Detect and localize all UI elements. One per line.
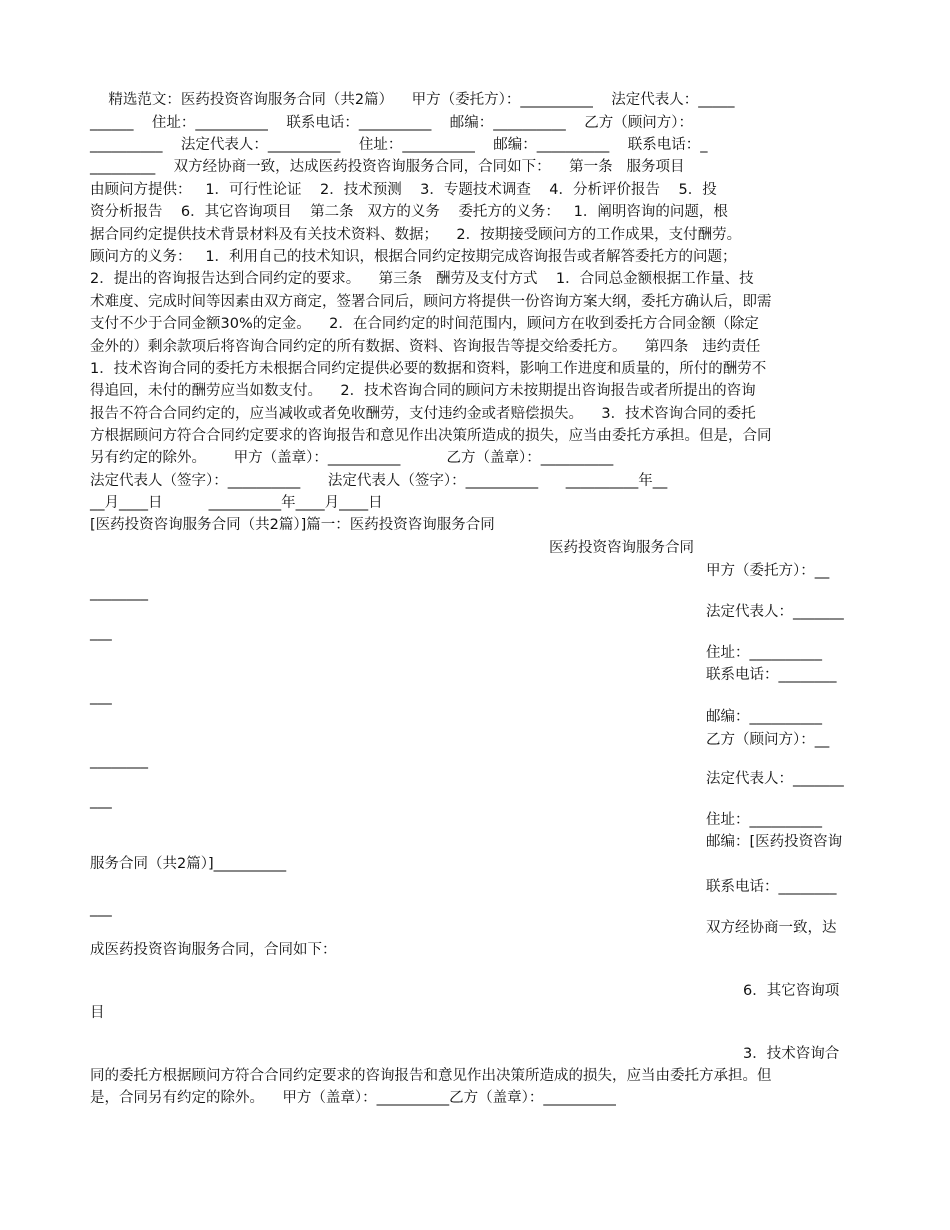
clause-3: 3．技术咨询合 xyxy=(743,1046,840,1062)
summary-line: ______ 住址：__________ 联系电话：__________ 邮编：__________ 乙方（顾问方）： xyxy=(90,115,693,131)
phone-a-field-cont: ___ xyxy=(90,689,112,705)
clause-3-line: 同的委托方根据顾问方符合合同约定要求的咨询报告和意见作出决策所造成的损失，应当由委托方承担。但 xyxy=(90,1068,772,1084)
summary-line: __月____日 __________年____月____日 xyxy=(90,495,383,511)
summary-line: 金外的）剩余款项后将咨询合同约定的所有数据、资料、咨询报告等提交给委托方。 第四条 违约责任 xyxy=(90,339,761,355)
section-header: [医药投资咨询服务合同（共2篇）]篇一：医药投资咨询服务合同 xyxy=(90,517,495,533)
summary-line: 方根据顾问方符合合同约定要求的咨询报告和意见作出决策所造成的损失，应当由委托方承担。但是，合同 xyxy=(90,428,772,444)
zip-a-field: 邮编：__________ xyxy=(706,709,822,725)
contract-title: 医药投资咨询服务合同 xyxy=(549,540,694,556)
clause-3-line: 是，合同另有约定的除外。 甲方（盖章）：__________乙方（盖章）：__________ xyxy=(90,1090,616,1106)
item-6-cont: 目 xyxy=(90,1005,105,1021)
zip-b-field: 邮编：[医药投资咨询 xyxy=(706,834,843,850)
item-6: 6．其它咨询项 xyxy=(743,983,840,999)
party-b-field-cont: ________ xyxy=(90,753,148,769)
summary-line: __________ 法定代表人：__________ 住址：__________ 邮编：__________ 联系电话：_ xyxy=(90,137,708,153)
rep-b-field: 法定代表人：_______ xyxy=(706,771,844,787)
phone-b-field-cont: ___ xyxy=(90,901,112,917)
phone-b-field: 联系电话：________ xyxy=(706,879,837,895)
party-b-field: 乙方（顾问方）：__ xyxy=(706,732,830,748)
phone-a-field: 联系电话：________ xyxy=(706,667,837,683)
summary-line: _________ 双方经协商一致，达成医药投资咨询服务合同，合同如下： 第一条 服务项目 xyxy=(90,159,685,175)
agreement-line: 双方经协商一致，达 xyxy=(706,920,837,936)
agreement-line-cont: 成医药投资咨询服务合同，合同如下： xyxy=(90,942,337,958)
summary-line: 得追回，未付的酬劳应当如数支付。 2．技术咨询合同的顾问方未按期提出咨询报告或者所提出的咨询 xyxy=(90,383,756,399)
zip-b-field-cont: 服务合同（共2篇）]__________ xyxy=(90,856,287,872)
summary-line: 支付不少于合同金额30%的定金。 2．在合同约定的时间范围内，顾问方在收到委托方合同金额（除定 xyxy=(90,316,759,332)
summary-line: 资分析报告 6．其它咨询项目 第二条 双方的义务 委托方的义务： 1．阐明咨询的问题，根 xyxy=(90,204,728,220)
addr-a-field: 住址：__________ xyxy=(706,645,822,661)
summary-line: 另有约定的除外。 甲方（盖章）：__________ 乙方（盖章）：__________ xyxy=(90,450,614,466)
summary-line: 由顾问方提供： 1．可行性论证 2．技术预测 3．专题技术调查 4．分析评价报告 5．投 xyxy=(90,182,717,198)
summary-line: 精选范文：医药投资咨询服务合同（共2篇） 甲方（委托方）：__________ 法定代表人：_____ xyxy=(90,92,735,108)
summary-line: 顾问方的义务： 1．利用自己的技术知识，根据合同约定按期完成咨询报告或者解答委托方的问题； xyxy=(90,249,737,265)
summary-line: 术难度、完成时间等因素由双方商定，签署合同后，顾问方将提供一份咨询方案大纲，委托方确认后，即需 xyxy=(90,294,772,310)
summary-line: 1．技术咨询合同的委托方未根据合同约定提供必要的数据和资料，影响工作进度和质量的，所付的酬劳不 xyxy=(90,361,767,377)
party-a-field: 甲方（委托方）：__ xyxy=(706,563,830,579)
addr-b-field: 住址：__________ xyxy=(706,812,822,828)
party-a-field-cont: ________ xyxy=(90,585,148,601)
summary-line: 法定代表人（签字）：__________ 法定代表人（签字）：__________ __________年__ xyxy=(90,473,668,489)
summary-line: 报告不符合合同约定的，应当减收或者免收酬劳，支付违约金或者赔偿损失。 3．技术咨询合同的委托 xyxy=(90,406,756,422)
rep-b-field-cont: ___ xyxy=(90,793,112,809)
summary-line: 2．提出的咨询报告达到合同约定的要求。 第三条 酬劳及支付方式 1．合同总金额根据工作量、技 xyxy=(90,271,754,287)
rep-a-field-cont: ___ xyxy=(90,625,112,641)
rep-a-field: 法定代表人：_______ xyxy=(706,604,844,620)
summary-line: 据合同约定提供技术背景材料及有关技术资料、数据； 2．按期接受顾问方的工作成果，支付酬劳。 xyxy=(90,227,742,243)
